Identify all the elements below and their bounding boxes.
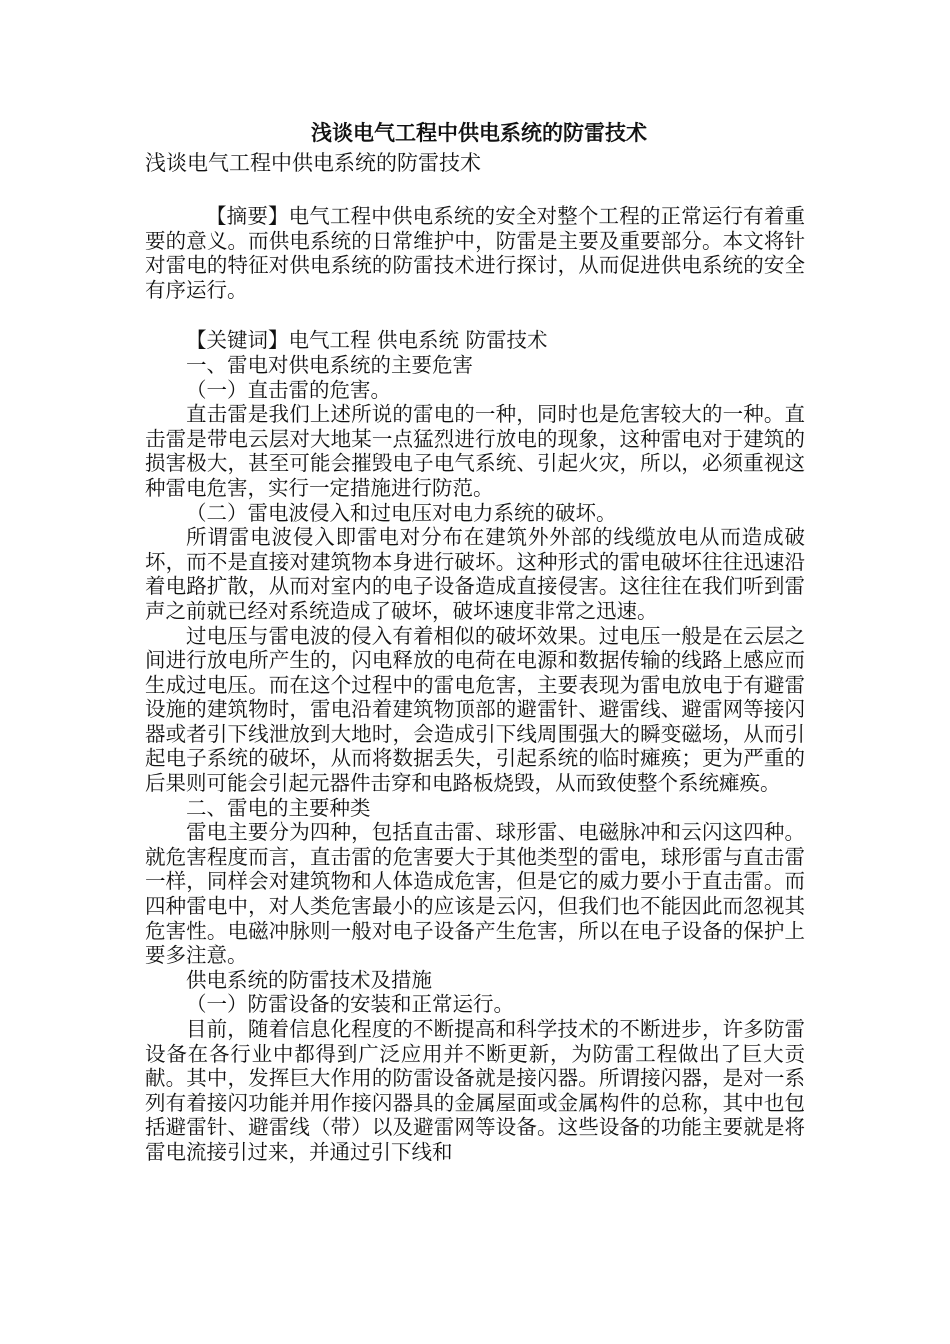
body-paragraph: 所谓雷电波侵入即雷电对分布在建筑外外部的线缆放电从而造成破坏，而不是直接对建筑物本身进行破坏。这种形式的雷电破坏往往迅速沿着电路扩散，从而对室内的电子设备造成直接侵害。这往往在我们听到雷声之前就已经对系统造成了破坏，破坏速度非常之迅速。 [145,525,805,623]
body-paragraph: 直击雷是我们上述所说的雷电的一种，同时也是危害较大的一种。直击雷是带电云层对大地某一点猛烈进行放电的现象，这种雷电对于建筑的损害极大，甚至可能会摧毁电子电气系统、引起火灾，所以，必须重视这种雷电危害，实行一定措施进行防范。 [145,402,805,500]
document-page [145,118,805,1165]
keywords-line: 【关键词】电气工程 供电系统 防雷技术 [186,328,548,353]
body-paragraph: 雷电主要分为四种，包括直击雷、球形雷、电磁脉冲和云闪这四种。就危害程度而言，直击雷的危害要大于其他类型的雷电，球形雷与直击雷一样，同样会对建筑物和人体造成危害，但是它的威力要小于直击雷。而四种雷电中，对人类危害最小的应该是云闪，但我们也不能因此而忽视其危害性。电磁冲脉则一般对电子设备产生危害，所以在电子设备的保护上要多注意。 [145,820,805,968]
body-paragraph: 过电压与雷电波的侵入有着相似的破坏效果。过电压一般是在云层之间进行放电所产生的，闪电释放的电荷在电源和数据传输的线路上感应而生成过电压。而在这个过程中的雷电危害，主要表现为雷电放电于有避雷设施的建筑物时，雷电沿着建筑物顶部的避雷针、避雷线、避雷网等接闪器或者引下线泄放到大地时，会造成引下线周围强大的瞬变磁场，从而引起电子系统的破坏，从而将数据丢失，引起系统的临时瘫痪；更为严重的后果则可能会引起元器件击穿和电路板烧毁，从而致使整个系统瘫痪。 [145,623,805,796]
subsection-heading: （一）直击雷的危害。 [186,377,391,402]
section-heading: 二、雷电的主要种类 [186,795,371,820]
subsection-heading: （二）雷电波侵入和过电压对电力系统的破坏。 [186,500,617,525]
document-subtitle: 浅谈电气工程中供电系统的防雷技术 [145,151,481,175]
section-heading: 一、雷电对供电系统的主要危害 [186,352,473,377]
abstract-paragraph: 【摘要】电气工程中供电系统的安全对整个工程的正常运行有着重要的意义。而供电系统的日常维护中，防雷是主要及重要部分。本文将针对雷电的特征对供电系统的防雷技术进行探讨，从而促进供电系统的安全有序运行。 [145,204,805,302]
subsection-heading: （一）防雷设备的安装和正常运行。 [186,992,514,1017]
body-paragraph: 目前，随着信息化程度的不断提高和科学技术的不断进步，许多防雷设备在各行业中都得到广泛应用并不断更新，为防雷工程做出了巨大贡献。其中，发挥巨大作用的防雷设备就是接闪器。所谓接闪器，是对一系列有着接闪功能并用作接闪器具的金属屋面或金属构件的总称，其中也包括避雷针、避雷线（带）以及避雷网等设备。这些设备的功能主要就是将雷电流接引过来，并通过引下线和 [145,1017,805,1164]
section-heading: 供电系统的防雷技术及措施 [186,967,432,992]
document-title: 浅谈电气工程中供电系统的防雷技术 [311,120,647,145]
